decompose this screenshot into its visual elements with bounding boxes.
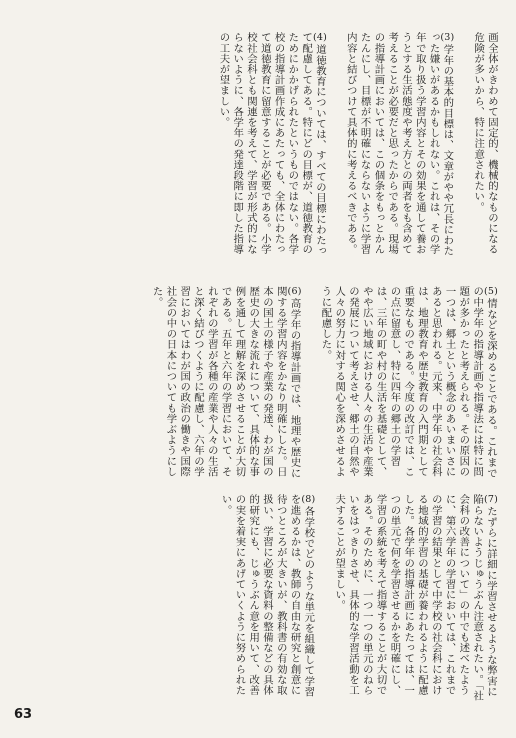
paragraph-c2: (3)学年の基本的目標は、文章がやや冗長にわたった嫌いがあるかもしれない。これは、その学年で取り扱う学習内容とその効果を通して養おうとする生活態度や考え方との両者をも含めて考えることが必要だと思ったからである。現場の指導計画においては、この個条をもっとかんたんにし、目標が不明確にならないように学習内容と結びつけて具体的に考えるべきである。 bbox=[344, 32, 455, 256]
paragraph-c4: (5)情などを深めることである。これまでの中学年の指導計画や指導法には特に問題が多かったと考えられる。その原因の一つは、郷土という概念のあいまいさにあると思われる。元来、中学年の社会科は、地理教育や歴史教育の入門期として重要なものである。今度の改訂では、この点に留意し、特に四年の郷土の学習は、三年の町や村の生活を基礎として、やや広い地域における人々の生活や産業の発展について考えさせ、郷土の自然や人々の努力に対する関心を深めさせるように配慮した。 bbox=[319, 286, 498, 479]
section-number: (3) bbox=[440, 32, 455, 43]
paragraph-c1: 画全体がきわめて固定的、機械的なものになる危険が多いから、特に注意されたい。 bbox=[472, 32, 498, 255]
page-number: 63 bbox=[14, 707, 33, 722]
text-band-middle bbox=[20, 286, 498, 482]
section-number: (7) bbox=[483, 494, 498, 505]
paragraph-c6: (7)たずらに詳細に学習させるような弊害に陥らないようじゅうぶん注意されたい。「社会科の改善について」の中でも述べたように、第六学年の学習においては、これまでの学習の結果として中学校の社会科における地域的学習の基礎が養われるように配慮した。各学年の指導計画にあたっては、一つの単元で何を学習させるかを明確にし、学習の系統を考えて指導することが大切である。そのために、一つ一つの単元のねらいをはっきりさせ、具体的な学習活動を工夫することが望ましい。 bbox=[333, 494, 498, 701]
paragraph-c5: (6)高学年の指導計画では、地理や歴史に関する学習内容をかなり明確にした。日本の国土の様子や産業の発達、わが国の歴史の大きな流れについて、具体的な事例を通して理解を深めさせることが大切である。五年と六年の学習において、それぞれの学習が各種の産業や人々の生活と深く結びつくように配慮し、六年の学習においてはわが国の政治の働きや国際社会の中の日本についても学ぶようにした。 bbox=[150, 286, 302, 479]
paragraph-c7: (8)各学校でどのような単元を組織して学習を進めるかは、教師の自由な研究と創意に待つところが大きいが、教科書の有効な取扱い、学習に必要な資料の整備などの具体的研究にも、じゅうぶん意を用いて、改善の実を着実にあげていくように努められたい。 bbox=[219, 494, 316, 697]
text-band-bottom bbox=[20, 494, 498, 702]
section-number: (4) bbox=[312, 32, 327, 43]
section-number: (6) bbox=[287, 286, 302, 297]
text-band-top bbox=[20, 32, 498, 262]
paragraph-c3: (4)道徳教育については、すべての目標にわたって配慮してある。特にどの目標が、道徳教育のためにかかげられたというものではない。各学校の指導計画作成にあたっても、全体にわたって道徳教育に留意することが必要である。小学校社会科とも関連を考えて、学習が形式的にならないように、各学年の発達段階に即した指導の工夫が望ましい。 bbox=[217, 32, 327, 256]
section-number: (5) bbox=[483, 286, 498, 297]
section-number: (8) bbox=[301, 494, 316, 505]
